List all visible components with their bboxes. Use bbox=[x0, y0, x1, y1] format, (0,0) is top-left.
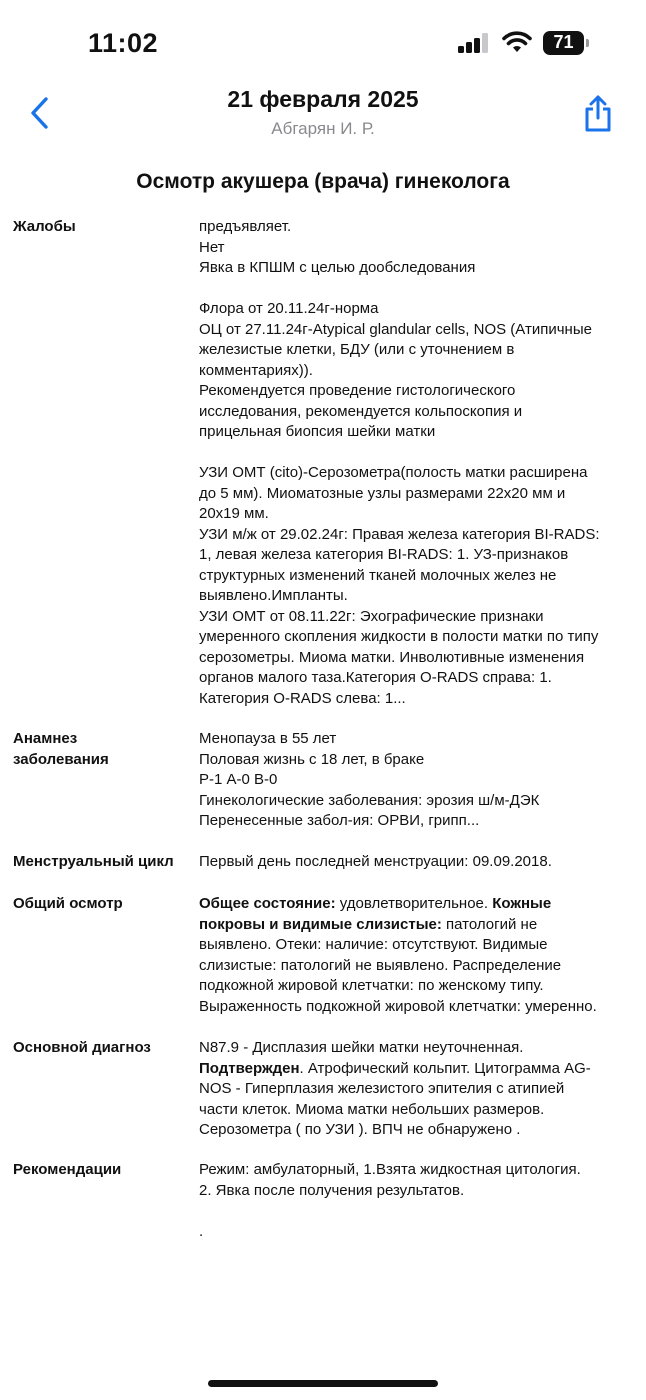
bold-text: Общее состояние: bbox=[199, 895, 336, 912]
section-label: Основной диагноз bbox=[13, 1039, 151, 1056]
text-line: УЗИ ОМТ от 08.11.22г: Эхографические признаки bbox=[199, 607, 544, 625]
home-indicator[interactable] bbox=[208, 1380, 438, 1387]
status-time: 11:02 bbox=[88, 28, 159, 58]
share-icon[interactable] bbox=[582, 94, 614, 134]
section-label bbox=[13, 729, 193, 770]
text-line: исследования, рекомендуется кольпоскопия и bbox=[199, 402, 523, 420]
text-line: Режим: амбулаторный, 1.Взята жидкостная цитология. bbox=[199, 1161, 581, 1178]
nav-subtitle: Абгарян И. Р. bbox=[271, 119, 375, 138]
text-line: выявлено. Отеки: наличие: отсутствуют. Видимые bbox=[199, 936, 548, 953]
text-line bbox=[199, 1059, 639, 1080]
section-label: Рекомендации bbox=[13, 1161, 122, 1178]
text-line bbox=[199, 915, 639, 936]
status-bar bbox=[0, 0, 646, 86]
text-span: удовлетворительное. bbox=[335, 895, 493, 912]
section-label: Общий осмотр bbox=[13, 895, 123, 912]
text-line: Половая жизнь с 18 лет, в браке bbox=[199, 750, 425, 768]
text-line bbox=[199, 1201, 639, 1222]
document-title: Осмотр акушера (врача) гинеколога bbox=[136, 170, 510, 193]
label-line: заболевания bbox=[13, 750, 109, 768]
text-line: Перенесенные забол-ия: ОРВИ, грипп... bbox=[199, 812, 480, 829]
text-line: умеренного скопления жидкости в полости матки по типу bbox=[199, 628, 599, 645]
text-line: структурных изменений тканей молочных желез не bbox=[199, 566, 557, 584]
label-line: Анамнез bbox=[13, 730, 78, 747]
text-line: до 5 мм). Миоматозные узлы размерами 22х20 мм и bbox=[199, 484, 566, 502]
text-line: выявлено.Импланты. bbox=[199, 587, 348, 604]
nav-title: 21 февраля 2025 bbox=[227, 86, 419, 112]
text-line: N87.9 - Дисплазия шейки матки неуточненная. bbox=[199, 1039, 524, 1056]
battery-icon bbox=[543, 31, 589, 55]
text-line bbox=[199, 894, 639, 915]
text-line: Серозометра ( по УЗИ ). ВПЧ не обнаружено . bbox=[199, 1121, 521, 1138]
text-line: предъявляет. bbox=[199, 218, 292, 235]
section-label: Менструальный цикл bbox=[13, 853, 174, 870]
bold-text: покровы и видимые слизистые: bbox=[199, 915, 442, 933]
text-span: . Атрофический кольпит. Цитограмма AG- bbox=[299, 1059, 591, 1077]
text-line: части клеток. Миома матки небольших размеров. bbox=[199, 1100, 545, 1118]
text-line: Менопауза в 55 лет bbox=[199, 730, 337, 747]
text-line: серозометры. Миома матки. Инволютивные изменения bbox=[199, 648, 585, 666]
text-line: Р-1 А-0 В-0 bbox=[199, 771, 278, 788]
section-content bbox=[199, 852, 639, 873]
cellular-signal-icon bbox=[458, 33, 490, 53]
bold-text: Кожные bbox=[492, 895, 552, 912]
text-line: Выраженность подкожной жировой клетчатки: умеренно. bbox=[199, 997, 597, 1015]
text-line: Гинекологические заболевания: эрозия ш/м-ДЭК bbox=[199, 791, 540, 809]
text-line: 1, левая железа категория BI-RADS: 1. УЗ-признаков bbox=[199, 546, 569, 563]
section-content bbox=[199, 894, 639, 1017]
wifi-icon bbox=[501, 30, 533, 54]
text-line: УЗИ м/ж от 29.02.24г: Правая железа категория BI-RADS: bbox=[199, 525, 600, 543]
text-line bbox=[199, 443, 639, 464]
text-line: Первый день последней менструации: 09.09.2018. bbox=[199, 853, 552, 870]
text-line: УЗИ ОМТ (cito)-Серозометра(полость матки расширена bbox=[199, 464, 588, 481]
bold-text: Подтвержден bbox=[199, 1059, 300, 1077]
text-line: слизистые: патологий не выявлено. Распределение bbox=[199, 956, 562, 974]
section-label: Жалобы bbox=[13, 218, 76, 235]
text-line: Рекомендуется проведение гистологического bbox=[199, 382, 516, 399]
text-line: комментариях)). bbox=[199, 361, 313, 379]
text-line: подкожной жировой клетчатки: по женскому типу. bbox=[199, 977, 544, 994]
text-line: 2. Явка после получения результатов. bbox=[199, 1181, 465, 1199]
text-line: NOS - Гиперплазия железистого эпителия с атипией bbox=[199, 1080, 565, 1097]
section-content bbox=[199, 217, 639, 709]
text-line: ОЦ от 27.11.24г-Atypical glandular cells, NOS (Атипичные bbox=[199, 320, 592, 338]
section-content bbox=[199, 1160, 639, 1242]
text-line: Категория O-RADS слева: 1... bbox=[199, 689, 406, 707]
section-content bbox=[199, 1038, 639, 1141]
text-line: . bbox=[199, 1222, 204, 1240]
battery-percent: 71 bbox=[553, 32, 574, 52]
text-line: Флора от 20.11.24г-норма bbox=[199, 300, 379, 317]
text-line: Явка в КПШМ с целью дообследования bbox=[199, 259, 476, 276]
nav-bar bbox=[0, 86, 646, 150]
text-line bbox=[199, 279, 639, 300]
text-line: органов малого таза.Категория O-RADS справа: 1. bbox=[199, 669, 552, 686]
text-line: 20х19 мм. bbox=[199, 505, 269, 522]
text-span: патологий не bbox=[441, 915, 538, 933]
text-line: железистые клетки, БДУ (или с уточнением в bbox=[199, 341, 515, 358]
section-content bbox=[199, 729, 639, 832]
text-line: Нет bbox=[199, 238, 225, 256]
text-line: прицельная биопсия шейки матки bbox=[199, 423, 436, 440]
